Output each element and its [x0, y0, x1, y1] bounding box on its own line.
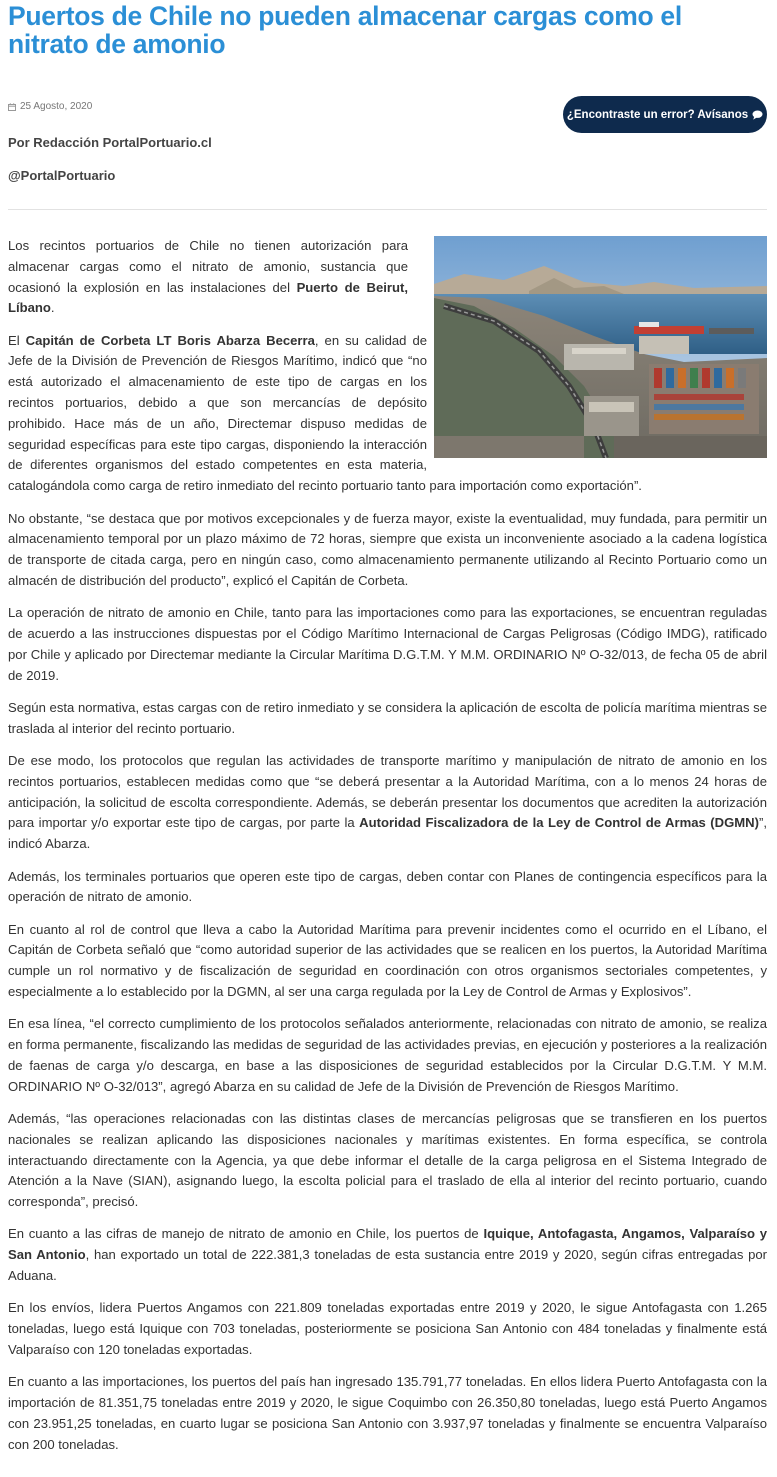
- paragraph-1: Los recintos portuarios de Chile no tienen autorización para almacenar cargas como el nitrato de amonio, sustancia que ocasionó la explosión en las instalaciones del Puerto de Beirut, Líbano.: [8, 238, 408, 316]
- report-error-button[interactable]: [563, 96, 767, 133]
- paragraph-12: En los envíos, lidera Puertos Angamos con 221.809 toneladas exportadas entre 2019 y 2020, le sigue Antofagasta con 1.265 toneladas, luego está Iquique con 703 toneladas, posteriormente se posiciona San Antonio con 484 toneladas y finalmente está Valparaíso con 120 toneladas exportadas.: [8, 1300, 767, 1357]
- article-body: [8, 236, 767, 1467]
- report-error-label: ¿Encontraste un error? Avísanos: [566, 108, 749, 121]
- article-title: Puertos de Chile no pueden almacenar cargas como el nitrato de amonio: [8, 1, 682, 59]
- photo-float-spacer: [427, 331, 767, 476]
- paragraph-13: En cuanto a las importaciones, los puertos del país han ingresado 135.791,77 toneladas. En ellos lidera Puerto Antofagasta con la importación de 81.351,75 toneladas entre 2019 y 2020, le sigue Coquimbo con 26.350,80 toneladas, luego está Puerto Angamos con 23.951,25 toneladas, en cuarto lugar se posiciona San Antonio con 3.937,97 toneladas y finalmente se encuentra Valparaíso con 200 toneladas.: [8, 1374, 767, 1452]
- paragraph-7: Además, los terminales portuarios que operen este tipo de cargas, deben contar con Planes de contingencia específicos para la operación de nitrato de amonio.: [8, 868, 767, 905]
- paragraph-11: En cuanto a las cifras de manejo de nitrato de amonio en Chile, los puertos de Iquique, Antofagasta, Angamos, Valparaíso y San Antonio, han exportado un total de 222.381,3 toneladas de esta sustancia entre 2019 y 2020, según cifras entregadas por Aduana.: [8, 1226, 768, 1284]
- author-byline: Por Redacción PortalPortuario.cl: [8, 135, 212, 150]
- paragraph-5: Según esta normativa, estas cargas con de retiro inmediato y se considera la aplicación de escolta de policía marítima mientras se traslada al interior del recinto portuario.: [8, 699, 767, 736]
- chat-bubble-icon: [752, 110, 763, 120]
- calendar-icon: [8, 103, 16, 111]
- twitter-handle: @PortalPortuario: [8, 168, 116, 183]
- paragraph-8: En cuanto al rol de control que lleva a cabo la Autoridad Marítima para prevenir incidentes como el ocurrido en el Líbano, el Capitán de Corbeta señaló que “como autoridad superior de las actividades que se realicen en los puertos, la Autoridad Marítima cumple un rol normativo y de fiscalización de seguridad en coordinación con otros organismos sectoriales competentes, y especialmente a lo establecido por la DGMN, al ser una carga regulada por la Ley de Control de Armas y Explosivos”.: [8, 921, 767, 999]
- paragraph-3: No obstante, “se destaca que por motivos excepcionales y de fuerza mayor, existe la eventualidad, muy fundada, para permitir un almacenamiento temporal por un plazo máximo de 72 horas, siempre que exista un inconveniente asociado a la cadena logística de transporte de citada carga, pero en ningún caso, como almacenamiento permanente utilizando al Recinto Portuario como un almacén de distribución del producto”, explicó el Capitán de Corbeta.: [8, 510, 767, 588]
- paragraph-2: El Capitán de Corbeta LT Boris Abarza Becerra, en su calidad de Jefe de la División de Prevención de Riesgos Marítimo, indicó que “no está autorizado el almacenamiento de este tipo de cargas en los recintos portuarios, debido a que son mercancías de depósito prohibido. Hace más de un año, Directemar dispuso medidas de seguridad específicas para este tipo cargas, disponiendo la interacción de diferentes organismos del estado competentes en esta materia, catalogándola como carga de retiro inmediato del recinto portuario tanto para importación como exportación”.: [8, 331, 767, 497]
- paragraph-4: La operación de nitrato de amonio en Chile, tanto para las importaciones como para las exportaciones, se encuentran reguladas de acuerdo a las instrucciones dispuestas por el Código Marítimo Internacional de Cargas Peligrosas (Código IMDG), ratificado por Chile y aplicado por Directemar mediante la Circular Marítima D.G.T.M. Y M.M. ORDINARIO Nº O-32/013, de fecha 05 de abril de 2019.: [8, 605, 767, 683]
- paragraph-6: De ese modo, los protocolos que regulan las actividades de transporte marítimo y manipulación de nitrato de amonio en los recintos portuarios, establecen medidas como que “se deberá presentar a la Autoridad Marítima, con a lo menos 24 horas de anticipación, la solicitud de escolta correspondiente. Además, se deberán presentar los documentos que acrediten la autorización para importar y/o exportar este tipo de cargas, por parte la Autoridad Fiscalizadora de la Ley de Control de Armas (DGMN)”, indicó Abarza.: [8, 753, 768, 852]
- header-divider: [8, 209, 767, 210]
- paragraph-10: Además, “las operaciones relacionadas con las distintas clases de mercancías peligrosas que se transfieren en los puertos nacionales se realizan aplicando las disposiciones nacionales y marítimas existentes. En forma específica, se controla interactuando directamente con la Agencia, ya que debe informar el detalle de la carga peligrosa en el Sistema Integrado de Atención a la Nave (SIAN), asignando luego, la escolta policial para el traslado de ella al interior del recinto portuario, cuando corresponda”, precisó.: [8, 1110, 767, 1210]
- publish-date: [8, 101, 92, 112]
- publish-date-text: 25 Agosto, 2020: [20, 101, 93, 112]
- paragraph-9: En esa línea, “el correcto cumplimiento de los protocolos señalados anteriormente, relacionadas con nitrato de amonio, se realiza en forma permanente, fiscalizando las medidas de seguridad de las actividades previas, en ejecución y posteriores a la realización de faenas de carga y/o descarga, en base a las disposiciones de seguridad establecidos por la Circular D.G.T.M. Y M.M. ORDINARIO Nº O-32/013”, agregó Abarza en su calidad de Jefe de la División de Prevención de Riesgos Marítimo.: [8, 1016, 767, 1094]
